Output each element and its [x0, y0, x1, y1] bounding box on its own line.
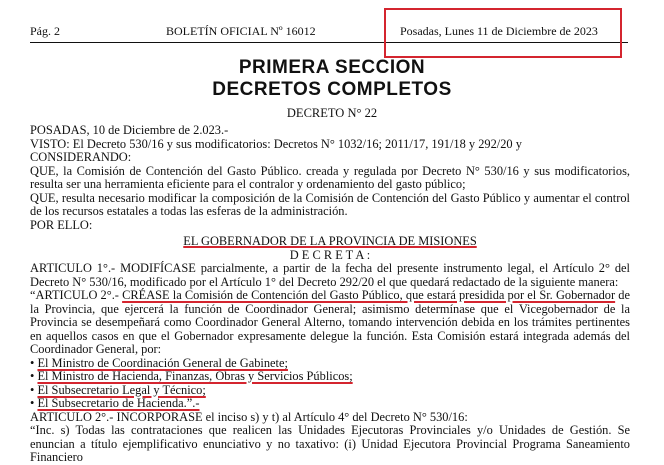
member-text-4: El Subsecretario de Hacienda.”.-: [37, 396, 200, 410]
decreta-heading: D E C R E T A :: [289, 247, 371, 262]
member-item-1: [30, 357, 630, 371]
section-title: PRIMERA SECCION: [238, 57, 426, 78]
governor-line: [30, 235, 630, 249]
governor-underlined: EL GOBERNADOR DE LA PROVINCIA DE MISIONES: [183, 234, 477, 248]
member-item-2: [30, 370, 630, 384]
bullet-icon: •: [30, 369, 35, 383]
decree-body: [30, 124, 630, 465]
member-item-3: [30, 384, 630, 398]
article-2-intro: ARTICULO 2°.- INCORPORASE el inciso s) y t) al Artículo 4° del Decreto N° 530/16:: [30, 409, 468, 424]
bulletin-name: BOLETÍN OFICIAL Nº 16012: [166, 24, 316, 38]
member-text-3: El Subsecretario Legal y Técnico;: [37, 382, 206, 397]
article-1-intro: ARTICULO 1°.- MODIFÍCASE parcialmente, a partir de la fecha del presente instrumento legal, el Artículo 2° del Decreto N° 530/16, modificado por el Artículo 1° del Decreto 292/20 el que quedará redactado de la siguiente manera:: [30, 261, 630, 289]
article-1-underlined: CRÉASE la Comisión de Contención del Gasto Público, que estará presidida por el Sr. Gobernador: [122, 288, 616, 302]
bullet-icon: •: [30, 382, 35, 397]
que-paragraph-2: QUE, resulta necesario modificar la composición de la Comisión de Contención del Gasto Público y aumentar el control de los recursos estatales a todas las esferas de la administración.: [30, 190, 630, 218]
publication-date: Posadas, Lunes 11 de Diciembre de 2023: [400, 24, 598, 38]
visto-paragraph: VISTO: El Decreto 530/16 y sus modificatorios: Decretos N° 1032/16; 2011/17, 191/18 y 292/20 y: [30, 136, 522, 151]
article-1-quote-rest: de la Provincia, que ejercerá la función de Coordinador General; asimismo determínase que el Vicegobernador de la Provincia se desempeñará como Coordinador General Alterno, tomando intervención debida en los trámites pertinentes en aquellos casos en que el Gobernador expresamente delegue la función. Esta Comisión estará integrada además del Coordinador General, por:: [30, 288, 630, 356]
article-2-inciso-s: “Inc. s) Todas las contrataciones que realicen las Unidades Ejecutoras Provinciales y/o Unidades de Gestión. Se enuncian a título ejemplificativo enunciativo y no taxativo: (i) Unidad Ejecutora Provincial Programa Saneamiento Financiero: [30, 423, 630, 464]
member-text-1: El Ministro de Coordinación General de Gabinete;: [37, 355, 288, 370]
page-number: Pág. 2: [30, 24, 60, 38]
bullet-icon: •: [30, 355, 35, 370]
considerando-heading: CONSIDERANDO:: [30, 150, 132, 164]
article-1-quote-prefix: “ARTICULO 2°.-: [30, 288, 123, 302]
que-paragraph-1: QUE, la Comisión de Contención del Gasto Público. creada y regulada por Decreto N° 530/16 y sus modificatorios, resulta ser una herramienta eficiente para el contralor y ordenamiento del gasto público;: [30, 163, 630, 191]
decree-number: DECRETO N° 22: [286, 106, 378, 120]
por-ello: POR ELLO:: [30, 217, 93, 232]
subsection-title: DECRETOS COMPLETOS: [212, 79, 452, 100]
bullet-icon: •: [30, 396, 35, 410]
member-text-2: El Ministro de Hacienda, Finanzas, Obras y Servicios Públicos;: [37, 369, 353, 383]
date-highlight-box: [384, 8, 622, 58]
member-item-4: [30, 397, 630, 411]
place-date: POSADAS, 10 de Diciembre de 2.023.-: [30, 123, 229, 137]
article-1-quote: [30, 289, 630, 357]
